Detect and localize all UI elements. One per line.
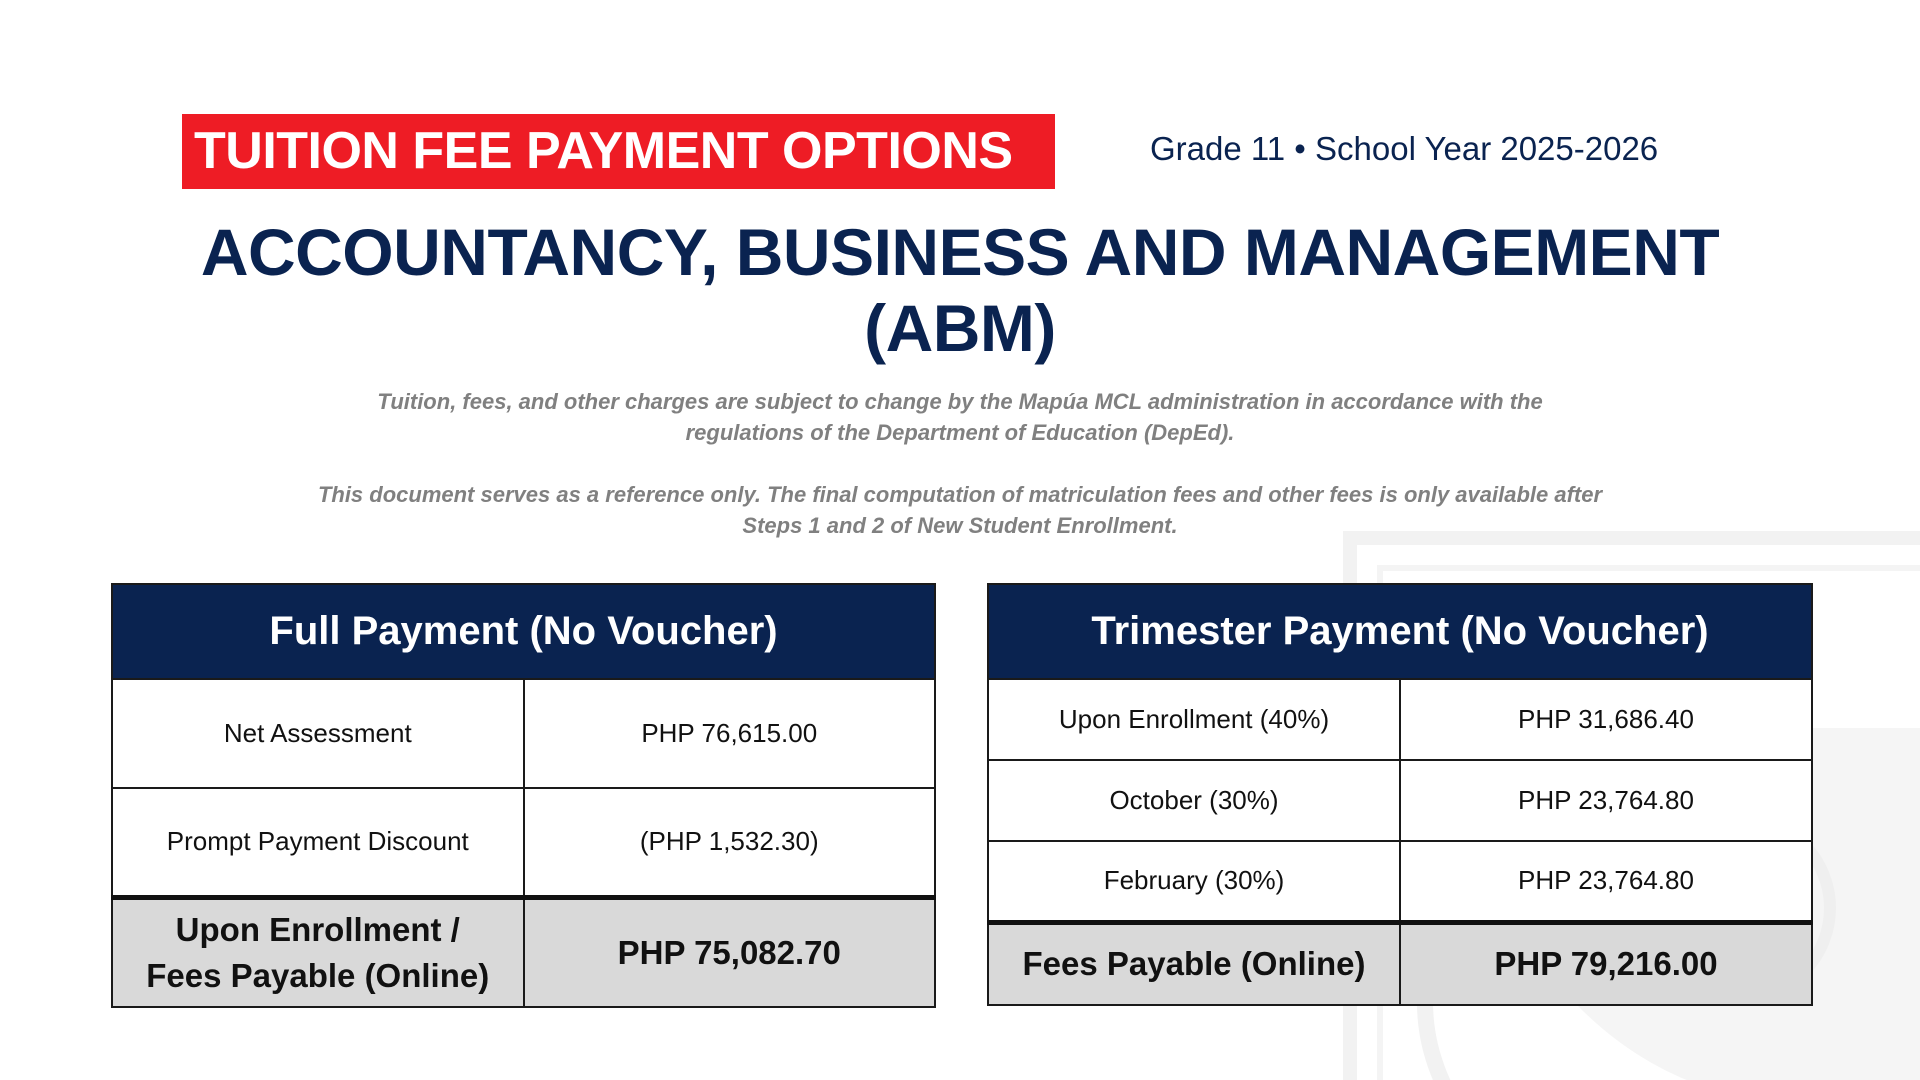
- page-banner: TUITION FEE PAYMENT OPTIONS: [182, 114, 1055, 189]
- total-value: PHP 75,082.70: [524, 897, 935, 1007]
- disclaimer-note: [200, 386, 1720, 448]
- row-label: October (30%): [988, 760, 1400, 841]
- full-payment-title: Full Payment (No Voucher): [112, 584, 935, 679]
- reference-line: Steps 1 and 2 of New Student Enrollment.: [742, 513, 1178, 538]
- table-row: [988, 841, 1812, 922]
- row-label: Upon Enrollment (40%): [988, 679, 1400, 760]
- trimester-payment-title: Trimester Payment (No Voucher): [988, 584, 1812, 679]
- table-row: [112, 788, 935, 897]
- total-row: [112, 897, 935, 1007]
- reference-line: This document serves as a reference only. The final computation of matriculation fees and other fees is only available after: [317, 482, 1603, 507]
- row-value: (PHP 1,532.30): [524, 788, 935, 897]
- total-label: Fees Payable (Online): [988, 922, 1400, 1005]
- table-row: [112, 679, 935, 788]
- trimester-payment-table: [987, 583, 1813, 1006]
- table-row: [988, 760, 1812, 841]
- disclaimer-line: Tuition, fees, and other charges are subject to change by the Mapúa MCL administration in accordance with the: [377, 389, 1543, 414]
- program-title-line2: (ABM): [864, 291, 1056, 365]
- table-row: [988, 679, 1812, 760]
- total-label: [112, 897, 524, 1007]
- row-value: PHP 76,615.00: [524, 679, 935, 788]
- row-value: PHP 31,686.40: [1400, 679, 1812, 760]
- row-label: February (30%): [988, 841, 1400, 922]
- row-value: PHP 23,764.80: [1400, 841, 1812, 922]
- row-label: Net Assessment: [112, 679, 524, 788]
- total-row: [988, 922, 1812, 1005]
- row-label: Prompt Payment Discount: [112, 788, 524, 897]
- row-value: PHP 23,764.80: [1400, 760, 1812, 841]
- grade-school-year: Grade 11 • School Year 2025-2026: [1150, 130, 1659, 167]
- program-title: [100, 214, 1820, 366]
- reference-note: [200, 479, 1720, 541]
- total-label-line1: Upon Enrollment /: [175, 910, 460, 948]
- total-value: PHP 79,216.00: [1400, 922, 1812, 1005]
- disclaimer-line: regulations of the Department of Education (DepEd).: [685, 420, 1235, 445]
- full-payment-table: [111, 583, 936, 1008]
- program-title-line1: ACCOUNTANCY, BUSINESS AND MANAGEMENT: [200, 215, 1720, 289]
- total-label-line2: Fees Payable (Online): [146, 956, 490, 994]
